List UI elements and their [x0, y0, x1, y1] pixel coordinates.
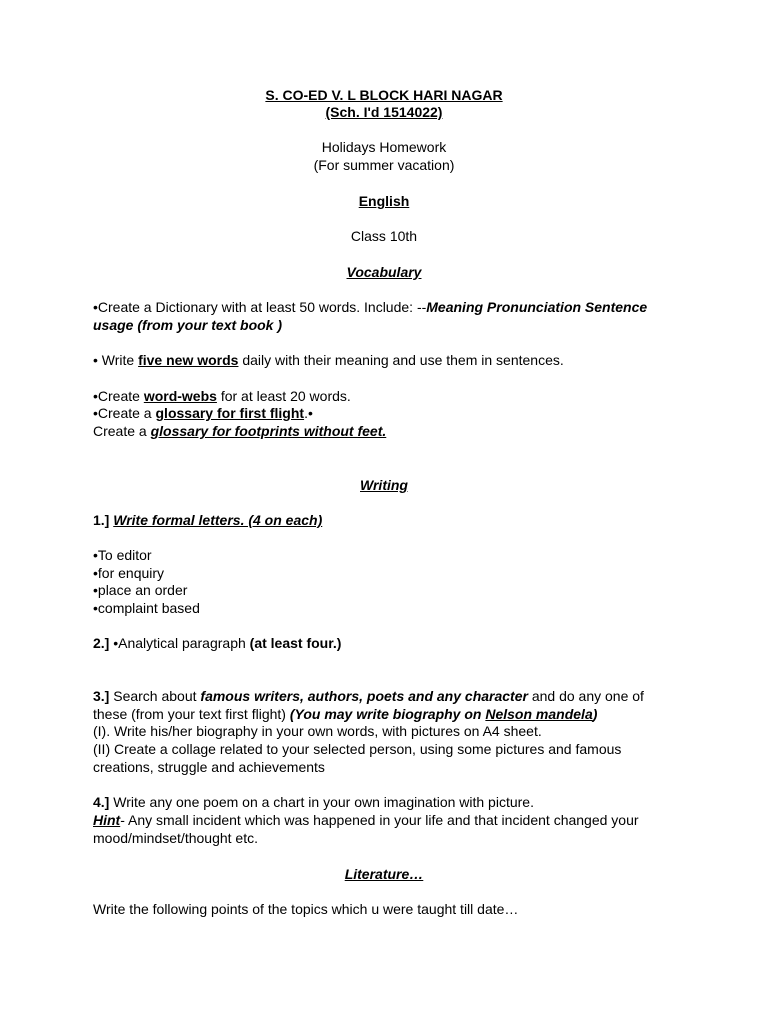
q3-sub-item-1: (I). Write his/her biography in your own words, with pictures on A4 sheet. [93, 723, 542, 739]
q1-text: Write formal letters. (4 on each) [113, 512, 323, 528]
q3-sub-item-2-cont: creations, struggle and achievements [93, 759, 325, 775]
q4-number: 4.] [93, 794, 110, 810]
letter-type-1: •To editor [93, 547, 152, 563]
vocab-item-2 [93, 352, 564, 370]
q3-emphasis: famous writers, authors, poets and any character [200, 688, 528, 704]
document-subtitle: (For summer vacation) [313, 157, 455, 173]
vocab-item-5-text: Create a [93, 423, 151, 439]
vocab-item-3 [93, 388, 351, 406]
literature-line: Write the following points of the topics which u were taught till date… [93, 901, 519, 917]
vocab-item-2-emphasis: five new words [138, 352, 239, 368]
hint-line [93, 812, 639, 830]
q2-number: 2.] [93, 635, 110, 651]
writing-heading: Writing [360, 477, 408, 493]
writing-q4 [93, 794, 534, 812]
q3-line2-emphasis: (You may write biography on [289, 706, 486, 722]
q4-text: Write any one poem on a chart in your own imagination with picture. [109, 794, 534, 810]
writing-q3-line2 [93, 706, 597, 724]
school-name: S. CO-ED V. L BLOCK HARI NAGAR [265, 87, 503, 103]
vocabulary-heading: Vocabulary [346, 264, 422, 280]
writing-q1 [93, 512, 322, 530]
vocab-item-2-suffix: daily with their meaning and use them in sentences. [238, 352, 564, 368]
vocab-item-4-suffix: .• [304, 405, 313, 421]
q3-text: Search about [109, 688, 201, 704]
letter-type-4: •complaint based [93, 600, 200, 616]
vocab-item-4-text: •Create a [93, 405, 156, 421]
q3-line2-name: Nelson mandela [485, 706, 593, 722]
q3-text-end: and do any one of [527, 688, 644, 704]
q3-sub-item-2: (II) Create a collage related to your selected person, using some pictures and famous [93, 741, 622, 757]
letter-type-3: •place an order [93, 582, 188, 598]
subject-heading: English [358, 193, 410, 209]
hint-label: Hint [93, 812, 121, 828]
school-id: (Sch. I'd 1514022) [325, 104, 443, 120]
q2-text: •Analytical paragraph [109, 635, 250, 651]
q3-line2-text: these (from your text first flight) [93, 706, 290, 722]
hint-text: - Any small incident which was happened in your life and that incident changed your [120, 812, 639, 828]
document-title: Holidays Homework [321, 139, 447, 155]
letter-type-2: •for enquiry [93, 565, 165, 581]
class-label: Class 10th [350, 228, 418, 244]
writing-q2 [93, 635, 341, 653]
q3-number: 3.] [93, 688, 110, 704]
vocab-item-3-suffix: for at least 20 words. [216, 388, 351, 404]
vocab-item-3-text: •Create [93, 388, 144, 404]
vocab-item-5-emphasis: glossary for footprints without feet. [150, 423, 387, 439]
vocab-item-1-text: •Create a Dictionary with at least 50 words. Include: -- [93, 299, 427, 315]
vocab-item-1 [93, 299, 647, 317]
vocab-item-5 [93, 423, 386, 441]
vocab-item-1-cont: usage (from your text book ) [93, 317, 283, 333]
vocab-item-4 [93, 405, 313, 423]
writing-q3 [93, 688, 644, 706]
vocab-item-2-text: • Write [93, 352, 139, 368]
vocab-item-3-emphasis: word-webs [143, 388, 217, 404]
q1-number: 1.] [93, 512, 110, 528]
literature-heading: Literature… [344, 866, 424, 882]
vocab-item-4-emphasis: glossary for first flight [155, 405, 305, 421]
q2-emphasis: (at least four.) [249, 635, 342, 651]
q3-line2-close: ) [592, 706, 598, 722]
vocab-item-1-emphasis: Meaning Pronunciation Sentence [426, 299, 648, 315]
hint-line-cont: mood/mindset/thought etc. [93, 830, 258, 846]
